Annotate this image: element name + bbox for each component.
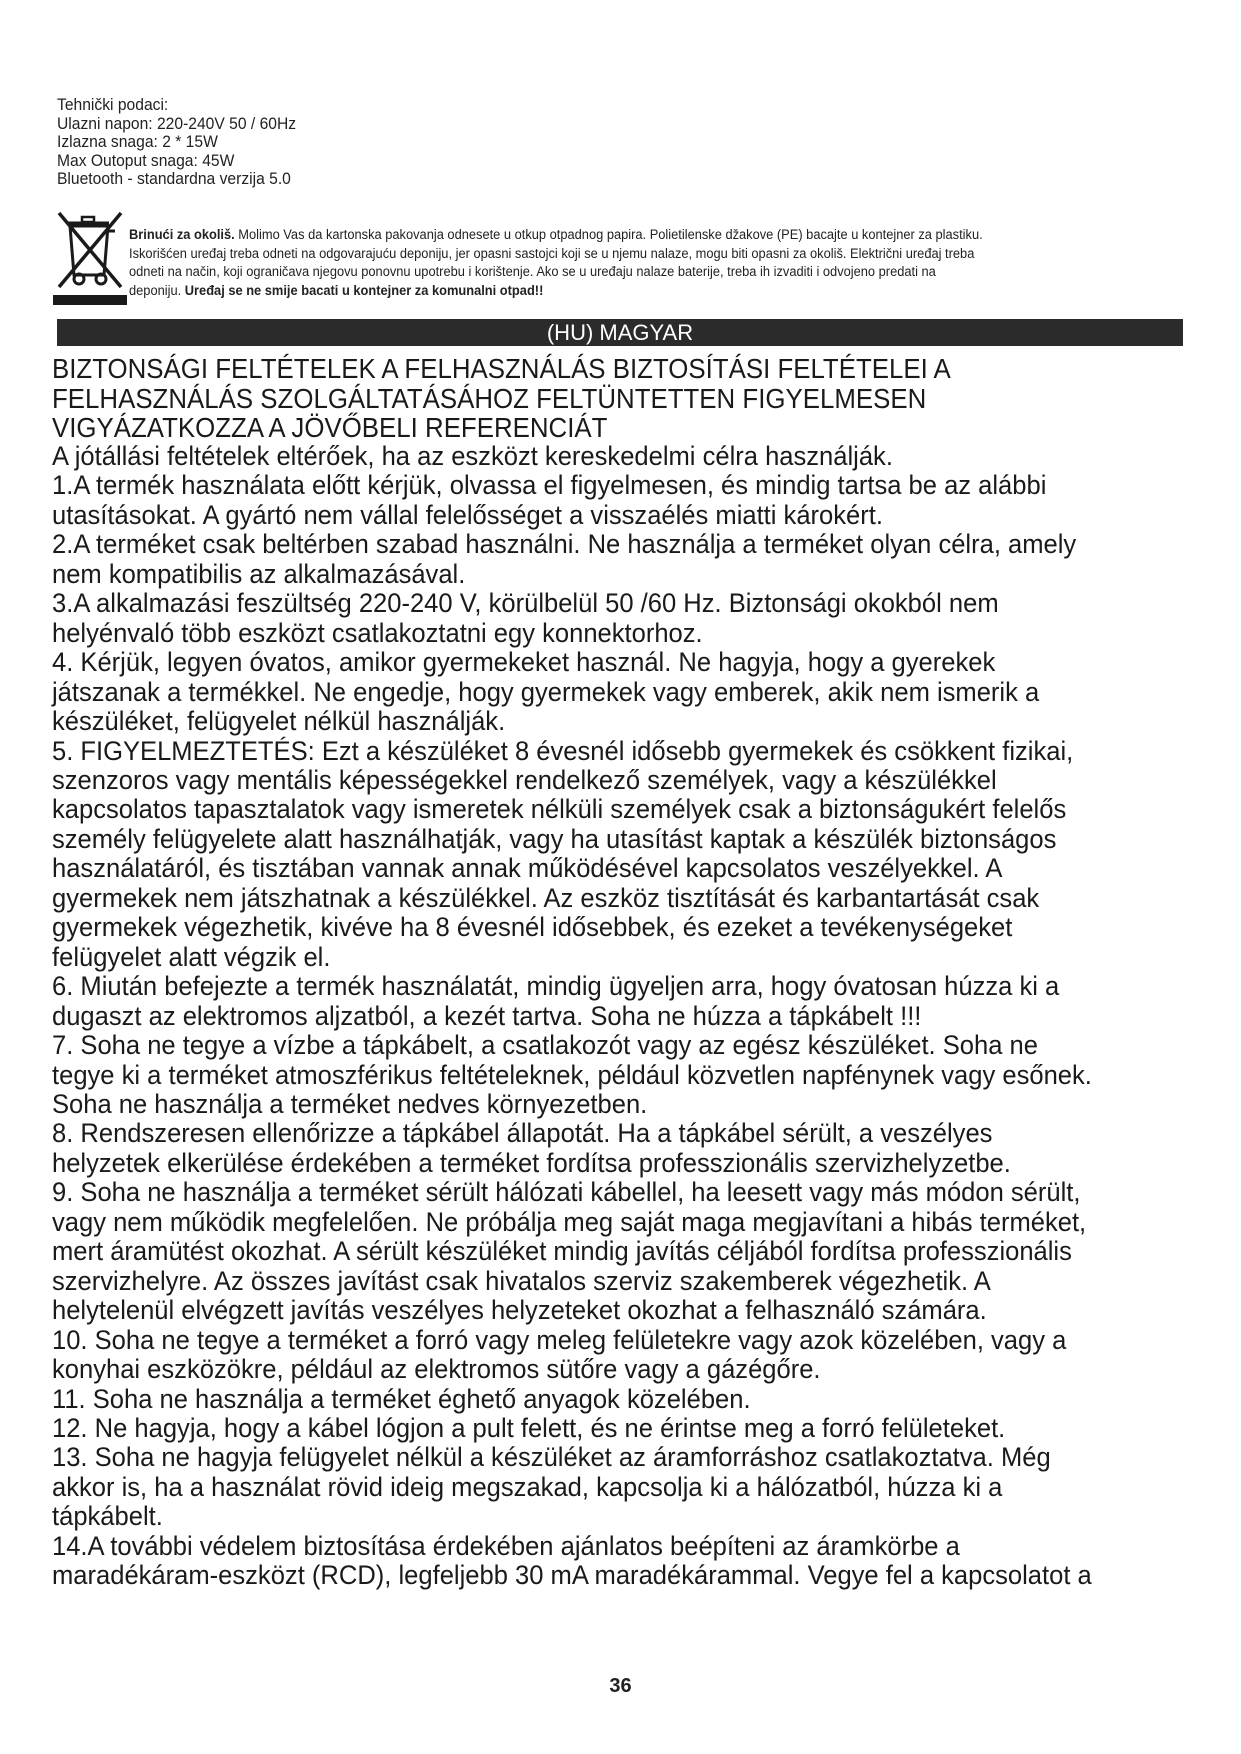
instruction-line: tápkábelt. bbox=[52, 1500, 163, 1532]
env-line-1 bbox=[129, 226, 1147, 245]
spec-line: Max Outoput snaga: 45W bbox=[57, 150, 235, 170]
env-text: deponiju. bbox=[129, 282, 185, 298]
instruction-line: konyhai eszközökre, például az elektromos sütőre vagy a gázégőre. bbox=[52, 1353, 821, 1385]
instruction-line: Soha ne használja a terméket nedves környezetben. bbox=[52, 1087, 648, 1119]
instruction-line: A jótállási feltételek eltérőek, ha az eszközt kereskedelmi célra használják. bbox=[52, 440, 893, 471]
instruction-line: 5. FIGYELMEZTETÉS: Ezt a készüléket 8 évesnél idősebb gyermekek és csökkent fizikai, bbox=[52, 734, 1074, 766]
spec-line: Ulazni napon: 220-240V 50 / 60Hz bbox=[57, 113, 297, 133]
instruction-line: utasításokat. A gyártó nem vállal felelősséget a visszaélés miatti károkért. bbox=[52, 498, 883, 530]
instruction-line: játszanak a termékkel. Ne engedje, hogy gyermekek vagy emberek, akik nem ismerik a bbox=[52, 675, 1040, 707]
spec-line: Tehnički podaci: bbox=[57, 95, 169, 114]
instruction-line: 9. Soha ne használja a terméket sérült hálózati kábellel, ha leesett vagy más módon sérült, bbox=[52, 1176, 1081, 1208]
instruction-line: gyermekek végezhetik, kivéve ha 8 évesnél idősebbek, és ezeket a tevékenységeket bbox=[52, 911, 1013, 943]
instruction-line: készüléket, felügyelet nélkül használják. bbox=[52, 705, 506, 737]
instruction-line: 2.A terméket csak beltérben szabad használni. Ne használja a terméket olyan célra, amely bbox=[52, 528, 1077, 560]
instruction-line: 3.A alkalmazási feszültség 220-240 V, körülbelül 50 /60 Hz. Biztonsági okokból nem bbox=[52, 587, 999, 619]
instruction-line: 8. Rendszeresen ellenőrizze a tápkábel állapotát. Ha a tápkábel sérült, a veszélyes bbox=[52, 1117, 993, 1149]
env-line-4 bbox=[129, 282, 1147, 301]
instruction-line: helytelenül elvégzett javítás veszélyes helyzeteket okozhat a felhasználó számára. bbox=[52, 1294, 987, 1326]
instruction-line: 14.A további védelem biztosítása érdekében ajánlatos beépíteni az áramkörbe a bbox=[52, 1529, 960, 1561]
instruction-line: felügyelet alatt végzik el. bbox=[52, 940, 331, 972]
instruction-line: 7. Soha ne tegye a vízbe a tápkábelt, a csatlakozót vagy az egész készüléket. Soha ne bbox=[52, 1029, 1038, 1061]
env-line-3: odneti na način, koji ograničava njegovu ponovnu upotrebu i korištenje. Ako se u uređaju nalaze baterije, treba ih izvaditi i odvojeno predati na bbox=[129, 264, 936, 279]
instruction-line: dugaszt az elektromos aljzatból, a kezét tartva. Soha ne húzza a tápkábelt !!! bbox=[52, 999, 922, 1031]
headline-line: FELHASZNÁLÁS SZOLGÁLTATÁSÁHOZ FELTÜNTETTEN FIGYELMESEN bbox=[52, 382, 927, 414]
env-warning: Uređaj se ne smije bacati u kontejner za komunalni otpad!! bbox=[184, 282, 544, 298]
technical-specs bbox=[57, 96, 609, 189]
spec-line: Izlazna snaga: 2 * 15W bbox=[57, 132, 218, 151]
instruction-line: tegye ki a terméket atmoszférikus feltételeknek, például közvetlen napfénynek vagy esőnek. bbox=[52, 1058, 1092, 1090]
headline-line: VIGYÁZATKOZZA A JÖVŐBELI REFERENCIÁT bbox=[52, 412, 608, 443]
instruction-line: 11. Soha ne használja a terméket éghető anyagok közelében. bbox=[52, 1382, 751, 1414]
env-heading: Brinući za okoliš. bbox=[129, 227, 235, 242]
instruction-line: személy felügyelete alatt használhatják, vagy ha utasítást kaptak a készülék biztonságos bbox=[52, 822, 1057, 854]
instruction-line: 1.A termék használata előtt kérjük, olvassa el figyelmesen, és mindig tartsa be az alábbi bbox=[52, 469, 1047, 501]
safety-instructions bbox=[52, 441, 1202, 1590]
instruction-line: helyénvaló több eszközt csatlakoztatni egy konnektorhoz. bbox=[52, 616, 703, 648]
instruction-line: maradékáram-eszközt (RCD), legfeljebb 30 mA maradékárammal. Vegye fel a kapcsolatot a bbox=[52, 1559, 1092, 1591]
instruction-line: használatáról, és tisztában vannak annak működésével kapcsolatos veszélyekkel. A bbox=[52, 852, 1003, 884]
crossed-out-wheelie-bin-icon bbox=[51, 209, 129, 307]
page-number: 36 bbox=[609, 1675, 632, 1697]
instruction-line: helyzetek elkerülése érdekében a terméket fordítsa professzionális szervizhelyzetbe. bbox=[52, 1146, 1011, 1178]
instruction-line: 6. Miután befejezte a termék használatát, mindig ügyeljen arra, hogy óvatosan húzza ki a bbox=[52, 970, 1060, 1002]
environment-notice bbox=[129, 226, 1189, 300]
instruction-line: gyermekek nem játszhatnak a készülékkel. Az eszköz tisztítását és karbantartását csak bbox=[52, 881, 1040, 913]
instruction-line: nem kompatibilis az alkalmazásával. bbox=[52, 557, 466, 589]
instruction-line: 4. Kérjük, legyen óvatos, amikor gyermekeket használ. Ne hagyja, hogy a gyerekek bbox=[52, 646, 996, 678]
instruction-line: 12. Ne hagyja, hogy a kábel lógjon a pult felett, és ne érintse meg a forró felületeket. bbox=[52, 1411, 1006, 1443]
spec-line: Bluetooth - standardna verzija 5.0 bbox=[57, 169, 291, 188]
env-line-2: Iskorišćen uređaj treba odneti na odgovarajuću deponiju, jer opasni sastojci koji se u njemu nalaze, mogu biti opasni za okoliš. Električni uređaj treba bbox=[129, 245, 975, 261]
instruction-line: vagy nem működik megfelelően. Ne próbálja meg saját maga megjavítani a hibás terméket, bbox=[52, 1205, 1087, 1237]
instruction-line: mert áramütést okozhat. A sérült készüléket mindig javítás céljából fordítsa professzionális bbox=[52, 1235, 1072, 1267]
instruction-line: szervizhelyre. Az összes javítást csak hivatalos szerviz szakemberek végezhetik. A bbox=[52, 1264, 991, 1296]
instruction-line: szenzoros vagy mentális képességekkel rendelkező személyek, vagy a készülékkel bbox=[52, 763, 997, 795]
instruction-line: 10. Soha ne tegye a terméket a forró vagy meleg felületekre vagy azok közelében, vagy a bbox=[52, 1323, 1067, 1355]
instruction-line: akkor is, ha a használat rövid ideig megszakad, kapcsolja ki a hálózatból, húzza ki a bbox=[52, 1470, 1003, 1502]
env-text: Molimo Vas da kartonska pakovanja odnesete u otkup otpadnog papira. Polietilenske džakove (PE) bacajte u kontejner za plastiku. bbox=[234, 227, 983, 242]
instruction-line: 13. Soha ne hagyja felügyelet nélkül a készüléket az áramforráshoz csatlakoztatva. Még bbox=[52, 1441, 1051, 1473]
safety-headline bbox=[52, 354, 1192, 443]
instruction-line: kapcsolatos tapasztalatok vagy ismeretek nélküli személyek csak a biztonságukért felelős bbox=[52, 793, 1067, 825]
language-section-bar: (HU) MAGYAR bbox=[57, 319, 1183, 346]
headline-line: BIZTONSÁGI FELTÉTELEK A FELHASZNÁLÁS BIZTOSÍTÁSI FELTÉTELEI A bbox=[52, 353, 951, 384]
